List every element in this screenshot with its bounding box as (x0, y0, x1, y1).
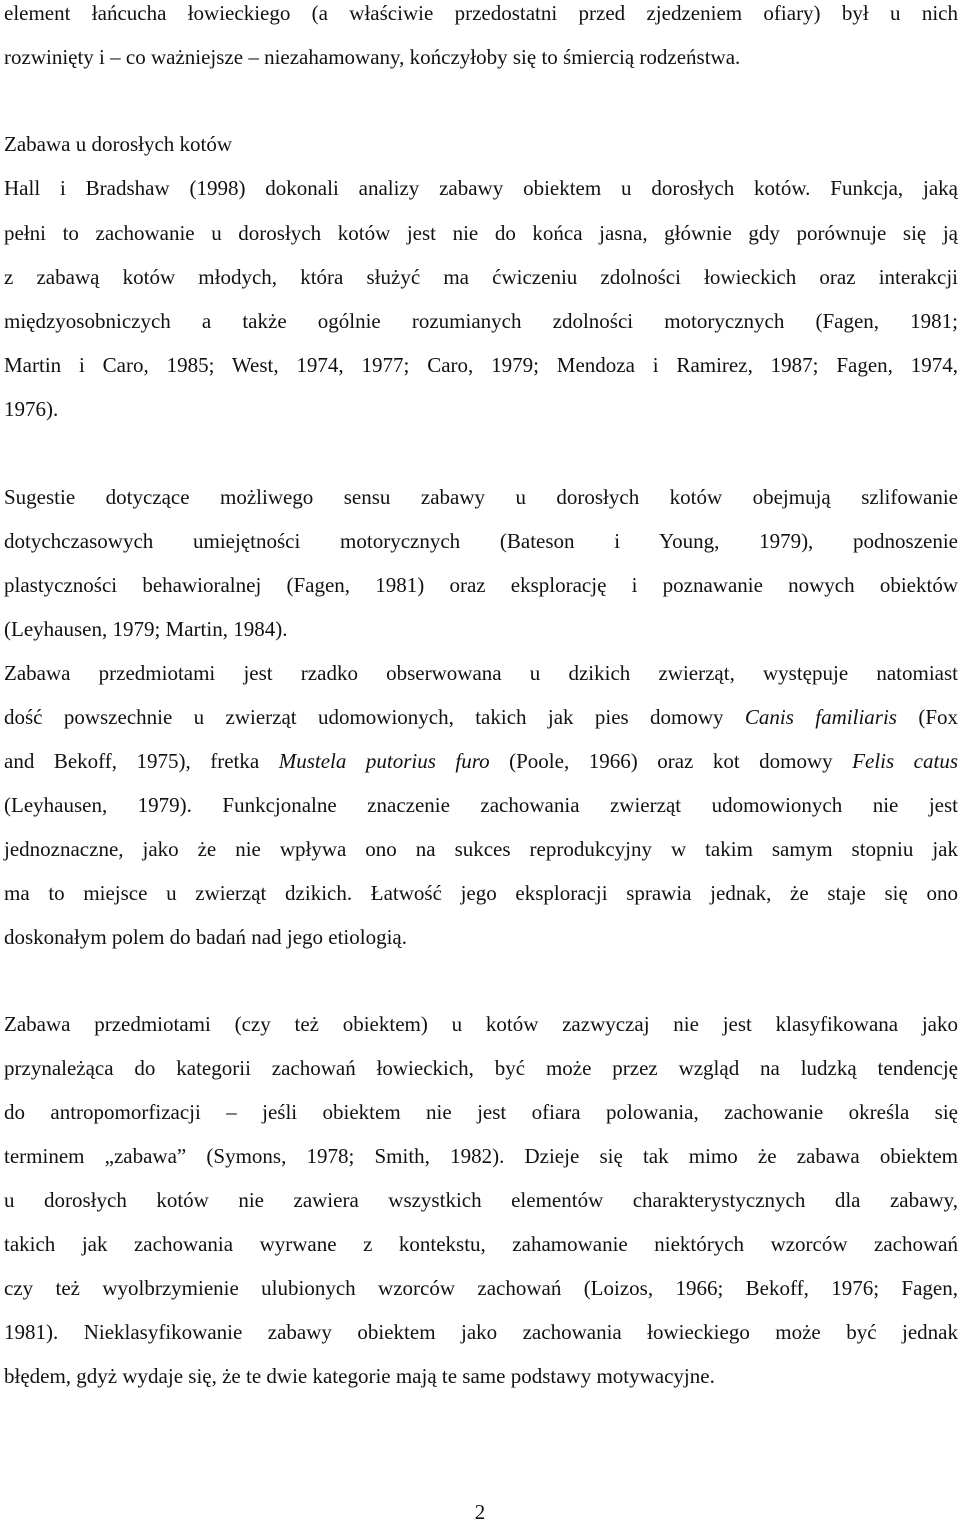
text-line: Sugestie dotyczące możliwego sensu zabawy u dorosłych kotów obejmują szlifowanie (4, 485, 958, 509)
section-heading: Zabawa u dorosłych kotów (4, 132, 233, 156)
text-line: dotychczasowych umiejętności motorycznych (Bateson i Young, 1979), podnoszenie (4, 529, 958, 553)
page-number: 2 (474, 1500, 486, 1524)
text-segment: (Poole, 1966) oraz kot domowy (509, 749, 833, 773)
text-line: element łańcucha łowieckiego (a właściwie przedostatni przed zjedzeniem ofiary) był u nich (4, 1, 958, 25)
text-line: doskonałym polem do badań nad jego etiologią. (4, 925, 407, 949)
text-line (4, 748, 958, 774)
text-line: międzyosobniczych a także ogólnie rozumianych zdolności motorycznych (Fagen, 1981; (4, 309, 958, 333)
species-name: Mustela putorius furo (278, 749, 490, 773)
text-line: przynależąca do kategorii zachowań łowieckich, być może przez wzgląd na ludzką tendencję (4, 1056, 958, 1080)
text-segment: (Fox (918, 705, 959, 729)
text-line: 1981). Nieklasyfikowanie zabawy obiektem jako zachowania łowieckiego może być jednak (4, 1320, 958, 1344)
text-line: (Leyhausen, 1979; Martin, 1984). (4, 617, 288, 641)
text-line: pełni to zachowanie u dorosłych kotów jest nie do końca jasna, głównie gdy porównuje się ją (4, 221, 958, 245)
text-line: plastyczności behawioralnej (Fagen, 1981) oraz eksplorację i poznawanie nowych obiektów (4, 573, 958, 597)
text-line: błędem, gdyż wydaje się, że te dwie kategorie mają te same podstawy motywacyjne. (4, 1364, 715, 1388)
text-line: czy też wyolbrzymienie ulubionych wzorców zachowań (Loizos, 1966; Bekoff, 1976; Fagen, (4, 1276, 958, 1300)
text-line: (Leyhausen, 1979). Funkcjonalne znaczenie zachowania zwierząt udomowionych nie jest (4, 793, 958, 817)
species-name: Felis catus (852, 749, 958, 773)
text-line (4, 704, 958, 730)
text-segment: and Bekoff, 1975), fretka (4, 749, 260, 773)
text-line: jednoznaczne, jako że nie wpływa ono na sukces reprodukcyjny w takim samym stopniu jak (4, 837, 958, 861)
text-line: do antropomorfizacji – jeśli obiektem nie jest ofiara polowania, zachowanie określa się (4, 1100, 958, 1124)
text-segment: dość powszechnie u zwierząt udomowionych, takich jak pies domowy (4, 705, 724, 729)
text-line: Zabawa przedmiotami (czy też obiektem) u kotów zazwyczaj nie jest klasyfikowana jako (4, 1012, 958, 1036)
text-line: Hall i Bradshaw (1998) dokonali analizy zabawy obiektem u dorosłych kotów. Funkcja, jaką (4, 176, 958, 200)
text-line: 1976). (4, 397, 59, 421)
text-line: ma to miejsce u zwierząt dzikich. Łatwość jego eksploracji sprawia jednak, że staje się ono (4, 881, 958, 905)
text-line: z zabawą kotów młodych, która służyć ma ćwiczeniu zdolności łowieckich oraz interakcji (4, 265, 958, 289)
species-name: Canis familiaris (744, 705, 897, 729)
text-line: u dorosłych kotów nie zawiera wszystkich elementów charakterystycznych dla zabawy, (4, 1188, 958, 1212)
text-line: takich jak zachowania wyrwane z kontekstu, zahamowanie niektórych wzorców zachowań (4, 1232, 958, 1256)
text-line: Martin i Caro, 1985; West, 1974, 1977; Caro, 1979; Mendoza i Ramirez, 1987; Fagen, 1974, (4, 353, 958, 377)
text-line: terminem „zabawa” (Symons, 1978; Smith, 1982). Dzieje się tak mimo że zabawa obiektem (4, 1144, 958, 1168)
text-line: rozwinięty i – co ważniejsze – niezahamowany, kończyłoby się to śmiercią rodzeństwa. (4, 45, 741, 69)
text-line: Zabawa przedmiotami jest rzadko obserwowana u dzikich zwierząt, występuje natomiast (4, 661, 958, 685)
